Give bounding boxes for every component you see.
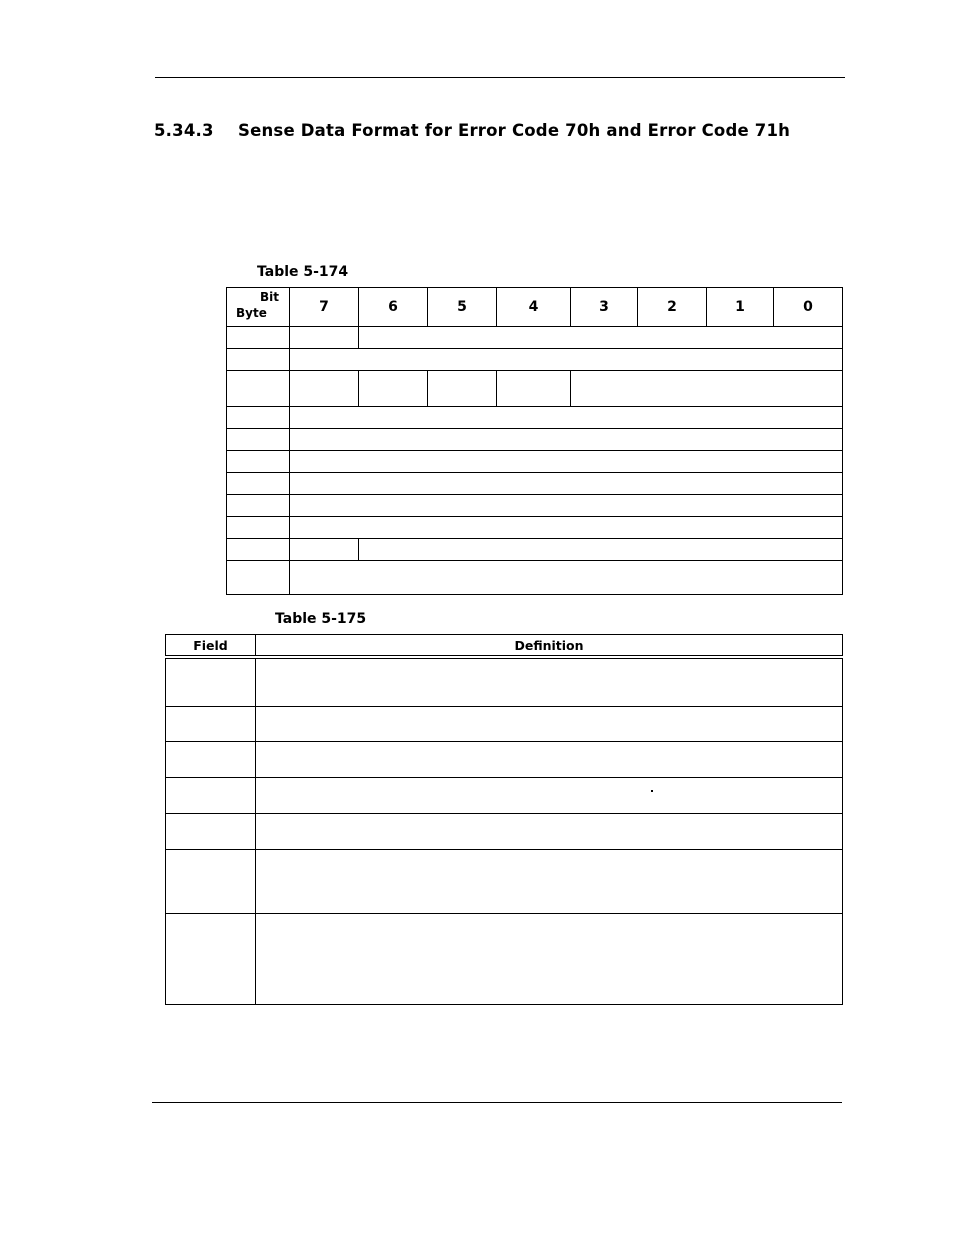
byte-row-1	[227, 349, 843, 371]
definition-cell	[256, 741, 843, 777]
sense-data-format-table	[226, 287, 843, 595]
definition-cell	[256, 706, 843, 741]
byte-cell	[227, 407, 290, 429]
bit-5-header: 5	[428, 288, 497, 327]
byte-row-10	[227, 561, 843, 595]
byte-label: Byte	[236, 306, 267, 320]
table-175-caption: Table 5-175	[275, 611, 367, 627]
byte-cell	[227, 495, 290, 517]
byte-cell	[227, 327, 290, 349]
table-174-caption: Table 5-174	[257, 264, 349, 280]
field-cell	[290, 429, 843, 451]
field-cell	[359, 327, 843, 349]
definition-column-header: Definition	[256, 635, 843, 658]
table-row	[166, 813, 843, 849]
definition-cell	[256, 777, 843, 813]
field-cell	[290, 517, 843, 539]
byte-row-2	[227, 371, 843, 407]
byte-row-9	[227, 539, 843, 561]
definition-cell	[256, 657, 843, 706]
field-cell	[571, 371, 843, 407]
stray-mark	[651, 790, 653, 792]
byte-row-8	[227, 517, 843, 539]
bit-2-header: 2	[638, 288, 707, 327]
field-cell	[359, 371, 428, 407]
header-rule	[155, 77, 845, 78]
field-cell	[290, 349, 843, 371]
bit-6-header: 6	[359, 288, 428, 327]
byte-row-5	[227, 451, 843, 473]
table-row	[166, 849, 843, 913]
byte-cell	[227, 371, 290, 407]
byte-row-7	[227, 495, 843, 517]
field-cell	[290, 327, 359, 349]
field-cell	[290, 371, 359, 407]
field-definition-table	[165, 634, 843, 1005]
byte-row-4	[227, 429, 843, 451]
footer-rule	[152, 1102, 842, 1103]
bit-1-header: 1	[707, 288, 774, 327]
field-cell	[166, 813, 256, 849]
bit-7-header: 7	[290, 288, 359, 327]
byte-cell	[227, 451, 290, 473]
byte-cell	[227, 349, 290, 371]
table-row	[166, 913, 843, 1004]
field-cell	[290, 473, 843, 495]
byte-cell	[227, 473, 290, 495]
field-cell	[166, 741, 256, 777]
byte-cell	[227, 429, 290, 451]
field-cell	[290, 495, 843, 517]
field-cell	[359, 539, 843, 561]
field-cell	[497, 371, 571, 407]
field-cell	[166, 913, 256, 1004]
definition-header-row	[166, 635, 843, 658]
field-cell	[290, 451, 843, 473]
table-row	[166, 741, 843, 777]
byte-cell	[227, 561, 290, 595]
bit-0-header: 0	[774, 288, 843, 327]
section-number: 5.34.3	[154, 121, 214, 140]
byte-cell	[227, 539, 290, 561]
definition-cell	[256, 849, 843, 913]
definition-cell	[256, 913, 843, 1004]
bit-4-header: 4	[497, 288, 571, 327]
table-row	[166, 657, 843, 706]
section-title: Sense Data Format for Error Code 70h and Error Code 71h	[238, 121, 791, 140]
field-cell	[166, 849, 256, 913]
bit-header-row	[227, 288, 843, 327]
field-column-header: Field	[166, 635, 256, 658]
bit-label: Bit	[260, 290, 279, 304]
field-cell	[166, 657, 256, 706]
field-cell	[290, 539, 359, 561]
byte-row-6	[227, 473, 843, 495]
byte-row-3	[227, 407, 843, 429]
definition-cell	[256, 813, 843, 849]
bit-byte-corner-cell	[227, 288, 290, 327]
field-cell	[428, 371, 497, 407]
field-cell	[290, 561, 843, 595]
table-row	[166, 777, 843, 813]
section-heading	[154, 121, 790, 140]
byte-cell	[227, 517, 290, 539]
bit-3-header: 3	[571, 288, 638, 327]
table-row	[166, 706, 843, 741]
byte-row-0	[227, 327, 843, 349]
field-cell	[290, 407, 843, 429]
field-cell	[166, 777, 256, 813]
field-cell	[166, 706, 256, 741]
